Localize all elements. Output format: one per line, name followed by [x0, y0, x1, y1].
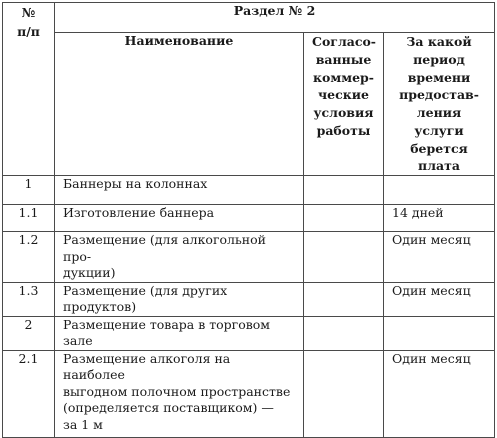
header-number-abbr: п/п	[17, 24, 40, 40]
row-name-line: (определяется поставщиком) —	[63, 400, 274, 415]
row-period: Один месяц	[384, 232, 495, 283]
header-col-conditions-line: коммер-	[313, 69, 374, 85]
row-name	[55, 282, 304, 316]
row-number: 1.2	[3, 232, 55, 283]
header-col-period-line: берется плата	[410, 140, 468, 174]
row-conditions	[304, 176, 384, 205]
header-number-symbol: №	[21, 5, 36, 20]
row-period: Один месяц	[384, 350, 495, 437]
row-name-line: Изготовление баннера	[63, 205, 215, 220]
row-number: 1.3	[3, 282, 55, 316]
header-col-period-line: ления услуги	[414, 105, 464, 138]
header-col-period-line: За какой	[406, 34, 472, 49]
row-conditions	[304, 350, 384, 437]
row-conditions	[304, 282, 384, 316]
row-period	[384, 176, 495, 205]
row-name-line: выгодном полочном пространстве	[63, 383, 291, 399]
table-row	[3, 176, 495, 205]
row-name	[55, 316, 304, 350]
row-name	[55, 232, 304, 283]
header-col-conditions-line: ческие	[318, 87, 369, 103]
header-row-columns	[3, 33, 495, 176]
row-number: 2	[3, 316, 55, 350]
header-col-conditions	[304, 33, 384, 176]
table-row	[3, 232, 495, 283]
table-row	[3, 316, 495, 350]
row-name-line: Размещение (для алкогольной про-	[63, 232, 266, 264]
row-period	[384, 316, 495, 350]
row-name-line: Размещение алкоголя на наиболее	[63, 350, 231, 382]
header-number	[3, 3, 55, 176]
header-section-title: Раздел № 2	[55, 3, 495, 33]
row-conditions	[304, 205, 384, 232]
row-number: 1	[3, 176, 55, 205]
services-table	[2, 2, 495, 438]
header-col-period-line: предостав-	[399, 87, 479, 103]
table-row	[3, 350, 495, 437]
header-col-period-line: период времени	[407, 51, 471, 85]
header-col-period	[384, 33, 495, 176]
header-col-conditions-line: работы	[316, 122, 371, 138]
header-row-section	[3, 3, 495, 33]
header-col-name: Наименование	[55, 33, 304, 176]
header-col-conditions-line: ванные	[315, 51, 372, 67]
header-col-conditions-line: условия	[313, 105, 374, 120]
row-number: 1.1	[3, 205, 55, 232]
row-number: 2.1	[3, 350, 55, 437]
row-name-line: за 1 м	[63, 416, 103, 432]
row-name	[55, 205, 304, 232]
row-conditions	[304, 316, 384, 350]
row-name	[55, 350, 304, 437]
row-period: 14 дней	[384, 205, 495, 232]
row-name-line: Размещение (для других продуктов)	[63, 282, 228, 314]
row-period: Один месяц	[384, 282, 495, 316]
row-name-line: Баннеры на колоннах	[63, 176, 208, 191]
row-conditions	[304, 232, 384, 283]
table-row	[3, 205, 495, 232]
row-name-line: Размещение товара в торговом зале	[63, 316, 271, 348]
row-name-line: дукции)	[63, 265, 116, 280]
row-name	[55, 176, 304, 205]
header-col-conditions-line: Согласо-	[312, 34, 376, 49]
table-row	[3, 282, 495, 316]
